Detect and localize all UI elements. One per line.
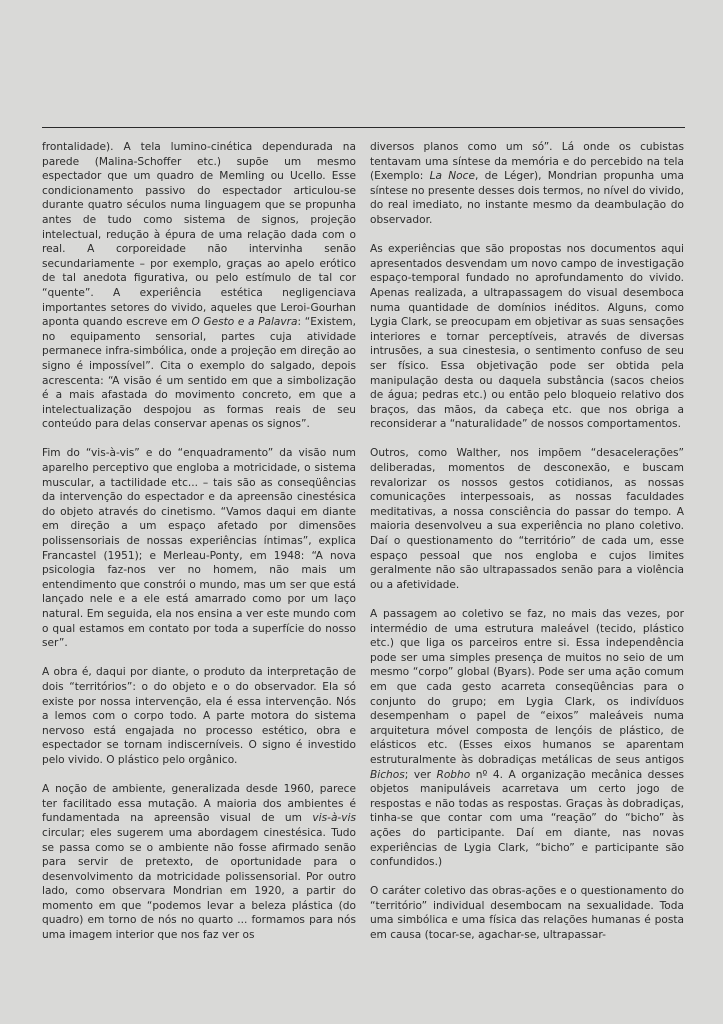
paragraph: diversos planos como um só”. Lá onde os cubistas tentavam uma síntese da memória e do percebido na tela (Exemplo: La Noce, de Léger), Mondrian propunha uma síntese no presente desses dois termos, no nível do vivido, do real imediato, no instante mesmo da deambulação do observador. bbox=[370, 141, 684, 226]
paragraph: O caráter coletivo das obras-ações e o questionamento do “território” individual desembocam na sexualidade. Toda uma simbólica e uma física das relações humanas é posta em causa (tocar-se, agachar-se, ultrapassar- bbox=[370, 885, 684, 942]
paragraph: As experiências que são propostas nos documentos aqui apresentados desvendam um novo campo de investigação espaço-temporal fundado no aprofundamento do vivido. Apenas realizada, a ultrapassagem do visual desemboca numa quantidade de domínios inéditos. Alguns, como Lygia Clark, se preocupam em objetivar as suas sensações interiores e tornar perceptíveis, através de diversas intrusões, a sua cinestesia, o sentimento confuso de seu ser físico. Essa objetivação pode ser obtida pela manipulação desta ou daquela substância (sacos cheios de água; pedras etc.) ou então pelo bloqueio relativo dos braços, das mãos, da cabeça etc. que nos obriga a reconsiderar a “naturalidade” de nossos comportamentos. bbox=[370, 243, 684, 431]
paragraph: A noção de ambiente, generalizada desde 1960, parece ter facilitado essa mutação. A maioria dos ambientes é fundamentada na apreensão visual de um vis-à-vis circular; eles sugerem uma abordagem cinestésica. Tudo se passa como se o ambiente não fosse afirmado senão para servir de pretexto, de oportunidade para o desenvolvimento da motricidade polissensorial. Por outro lado, como observara Mondrian em 1920, a partir do momento em que “podemos levar a beleza plástica (do quadro) em torno de nós no quarto ... formamos para nós uma imagem interior que nos faz ver os bbox=[42, 783, 356, 942]
header-rule bbox=[42, 127, 685, 128]
paragraph: frontalidade). A tela lumino-cinética dependurada na parede (Malina-Schoffer etc.) supõe um mesmo espectador que um quadro de Memling ou Ucello. Esse condicionamento passivo do espectador articulou-se durante quatro séculos numa linguagem que se propunha antes de tudo como sistema de signos, projeção intelectual, redução à épura de uma relação dada com o real. A corporeidade não intervinha senão secundariamente – por exemplo, graças ao apelo erótico de tal anedota figurativa, ou pelo estímulo de tal cor “quente”. A experiência estética negligenciava importantes setores do vivido, aqueles que Leroi-Gourhan aponta quando escreve em O Gesto e a Palavra: “Existem, no equipamento sensorial, partes cuja atividade permanece infra-simbólica, onde a projeção em direção ao signo é impossível”. Cita o exemplo do salgado, depois acrescenta: “A visão é um sentido em que a simbolização é a mais afastada do movimento concreto, em que a intelectualização despojou as formas reais de seu conteúdo para delas conservar apenas os signos”. bbox=[42, 141, 356, 431]
right-column bbox=[370, 140, 684, 957]
left-column bbox=[42, 140, 356, 957]
paragraph: A passagem ao coletivo se faz, no mais das vezes, por intermédio de uma estrutura maleável (tecido, plástico etc.) que liga os parceiros entre si. Essa independência pode ser uma simples presença de muitos no seio de um mesmo “corpo” global (Byars). Pode ser uma ação comum em que cada gesto acarreta conseqüências para o conjunto do grupo; em Lygia Clark, os indivíduos desempenham o papel de “eixos” maleáveis numa arquitetura móvel composta de lençóis de plástico, de elásticos etc. (Esses eixos humanos se aparentam estruturalmente às dobradiças metálicas de seus antigos Bichos; ver Robho nº 4. A organização mecânica desses objetos manipuláveis acarretava um certo jogo de respostas e não todas as respostas. Graças às dobradiças, tinha-se que contar com uma “reação” do “bicho” às ações do participante. Daí em diante, nas novas experiências de Lygia Clark, “bicho” e participante são confundidos.) bbox=[370, 608, 684, 869]
paragraph: Fim do “vis-à-vis” e do “enquadramento” da visão num aparelho perceptivo que engloba a motricidade, o sistema muscular, a tactilidade etc... – tais são as conseqüências da intervenção do espectador e da apreensão cinestésica do objeto através do cinetismo. “Vamos daqui em diante em direção a um espaço afetado por dimensões polissensoriais de nossas experiências íntimas”, explica Francastel (1951); e Merleau-Ponty, em 1948: “A nova psicologia faz-nos ver no homem, não mais um entendimento que constrói o mundo, mas um ser que está lançado nele e a ele está amarrado como por um laço natural. Em seguida, ela nos ensina a ver este mundo com o qual estamos em contato por toda a superfície do nosso ser”. bbox=[42, 447, 356, 650]
paragraph: Outros, como Walther, nos impõem “desacelerações” deliberadas, momentos de desconexão, e buscam revalorizar os nossos gestos cotidianos, as nossas comunicações interpessoais, as nossas faculdades meditativas, a nossa consciência do passar do tempo. A maioria desenvolveu a sua experiência no plano coletivo. Daí o questionamento do “território” de cada um, esse espaço pessoal que nos engloba e cujos limites geralmente não são ultrapassados senão para a violência ou a afetividade. bbox=[370, 447, 684, 591]
paragraph: A obra é, daqui por diante, o produto da interpretação de dois “territórios”: o do objeto e o do observador. Ela só existe por nossa intervenção, ela é essa intervenção. Nós a lemos com o corpo todo. A parte motora do sistema nervoso está engajada no processo estético, obra e espectador se tornam indiscerníveis. O signo é investido pelo vivido. O plástico pelo orgânico. bbox=[42, 666, 356, 766]
